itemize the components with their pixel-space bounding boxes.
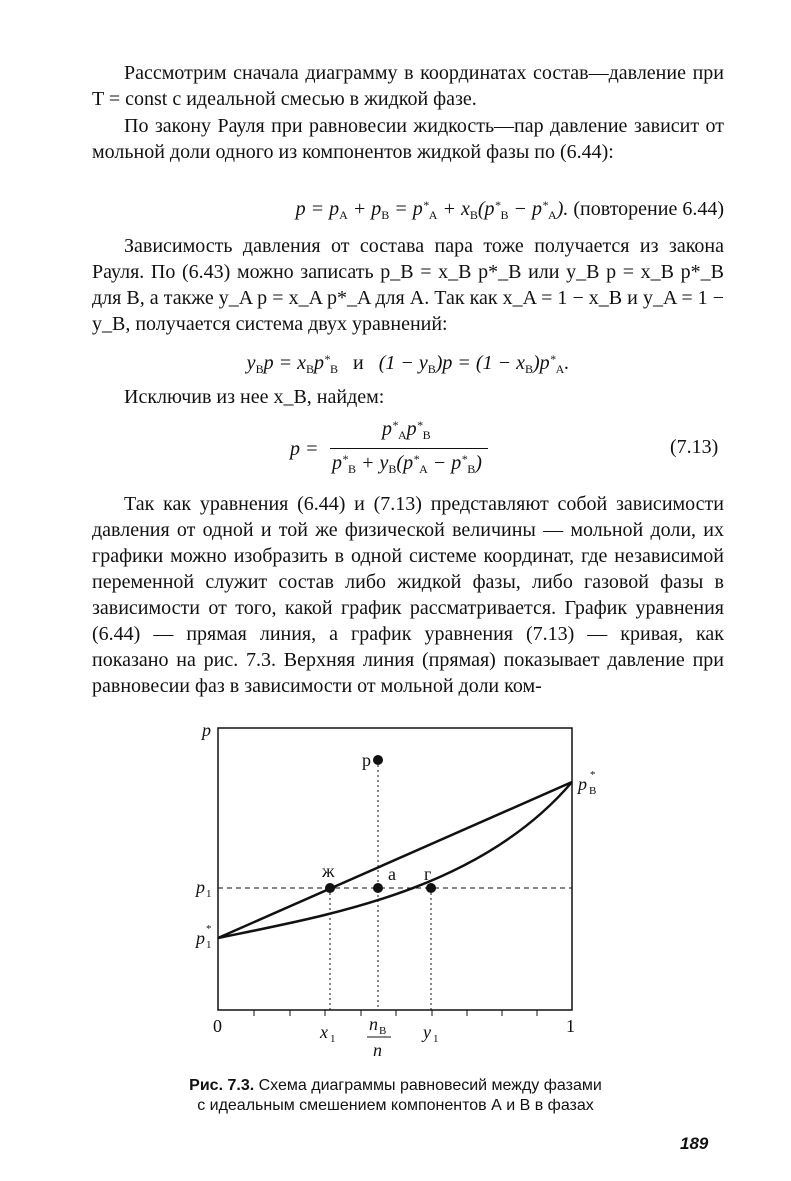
y-axis-label: p	[202, 720, 211, 740]
nB-label-sub: B	[379, 1025, 387, 1037]
equation-6-44-label: (повторение 6.44)	[573, 198, 724, 220]
paragraph-5-text: Так как уравнения (6.44) и (7.13) представляют собой зависимости давления от одной и той же физической величины — мольной доли, их графики можно изобразить в одной системе координат, где независимой переменной служит состав либо жидкой фазы, либо газовой фазы в зависимости от того, какой график рассматривается. График уравнения (6.44) — прямая линия, а график уравнения (7.13) — кривая, как показано на рис. 7.3. Верхняя линия (прямая) показывает давление при равновесии фаз в зависимости от мольной доли ком-	[92, 493, 724, 697]
page-number: 189	[680, 1134, 709, 1153]
x-tick-1: 1	[566, 1016, 575, 1036]
point-zh-marker	[325, 883, 335, 893]
equation-system: $y_Bp = x_Bp^*_B$ и $(1 - y_B)p = (1 - x_B)p^*_A$.	[246, 352, 570, 376]
point-p-label: p	[362, 750, 371, 770]
paragraph-5	[92, 491, 724, 699]
caption-line-2: с идеальным смешением компонентов А и В в фазах	[197, 1097, 594, 1114]
x-tick-0: 0	[213, 1016, 222, 1036]
paragraph-2-text: По закону Рауля при равновесии жидкость—пар давление зависит от мольной доли одного из компонентов жидкой фазы по (6.44):	[92, 115, 724, 163]
equation-7-13-number: (7.13)	[670, 436, 719, 458]
paragraph-4	[124, 386, 384, 409]
nB-label: n	[369, 1014, 378, 1034]
point-g-label: г	[424, 864, 432, 884]
n-label: n	[373, 1040, 382, 1060]
book-page: Рассмотрим сначала диаграмму в координатах состав—давление при T = const с идеальной смесью в жидкой фазе. По закону Рауля при равновесии жидкость—пар давление зависит от мольной доли одного из компонентов жидкой фазы по (6.44): $p = p_A + p_B = p^*_A + x_B(p^*_B - p^*_A)$. (повторение 6.44) Зависимость давления от состава пара тоже получается из закона Рауля. По (6.43) можно записать p_B = x_B p*_B или y_B p = x_B p*_B для B, а также y_A p = x_A p*_A для A. Так как x_A = 1 − x_B и y_A = 1 − y_B, получается система двух уравнений: $y_Bp = x_Bp^*_B$ и $(1 - y_B)p = (1 - x_B)p^*_A$. Исключив из нее x_B, найдем: p = $p^*_Ap^*_B$ $p^*_B + y_B(p^*_A - p^*_B)$ (7.13) Так как уравнения (6.44) и (7.13) представляют собой зависимости давления от одной и той же физической величины — мольной доли, их графики можно изобразить в одной системе координат, где независимой переменной служит состав либо жидкой фазы, либо газовой фазы в зависимости от того, какой график рассматривается. График уравнения (6.44) — прямая линия, а график уравнения (7.13) — кривая, как показано на рис. 7.3. Верхняя линия (прямая) показывает давление при равновесии фаз в зависимости от мольной доли ком- p ж а г p p 1 p * 1 p * B 0 1 x 1 y 1 n B n Рис. 7.3. Схема диаграммы равновесий между фазами с идеальным смешением компонентов А и В в фазах 189	[0, 0, 791, 1181]
pB-star-asterisk: *	[590, 769, 596, 781]
figure-caption	[60, 1076, 731, 1116]
pA-star-label-sub: 1	[206, 939, 212, 951]
p1-label-sub: 1	[206, 888, 212, 900]
point-g-marker	[426, 883, 436, 893]
paragraph-1	[92, 60, 724, 112]
pA-star-asterisk: *	[206, 923, 212, 935]
pB-star-label: p	[578, 774, 587, 794]
paragraph-3-text: Зависимость давления от состава пара тоже получается из закона Рауля. По (6.43) можно записать p_B = x_B p*_B или y_B p = x_B p*_B для B, а также y_A p = x_A p*_A для A. Так как x_A = 1 − x_B и y_A = 1 − y_B, получается система двух уравнений:	[92, 235, 724, 335]
point-p-marker	[373, 755, 383, 765]
point-a-marker	[373, 883, 383, 893]
phase-diagram-figure	[180, 710, 640, 1070]
x1-label-sub: 1	[330, 1033, 336, 1045]
paragraph-3	[92, 233, 724, 337]
y1-label: y	[423, 1022, 431, 1042]
x1-label: x	[320, 1022, 328, 1042]
equation-6-44: $p = p_A + p_B = p^*_A + x_B(p^*_B - p^*_A)$. (повторение 6.44)	[295, 198, 724, 222]
paragraph-4-text: Исключив из нее x_B, найдем:	[124, 386, 385, 408]
paragraph-1-text: Рассмотрим сначала диаграмму в координатах состав—давление при T = const с идеальной смесью в жидкой фазе.	[92, 62, 724, 110]
point-a-label: а	[388, 864, 396, 884]
p1-label: p	[196, 877, 205, 897]
equation-system-and: и	[352, 352, 364, 374]
paragraph-2	[92, 113, 724, 165]
caption-number: Рис. 7.3.	[189, 1077, 255, 1094]
pB-star-label-sub: B	[589, 785, 597, 797]
x-axis-ticks	[254, 1010, 537, 1016]
caption-line-1: Схема диаграммы равновесий между фазами	[258, 1077, 602, 1094]
y1-label-sub: 1	[433, 1033, 439, 1045]
liquid-line	[218, 782, 572, 938]
pA-star-label: p	[196, 928, 205, 948]
point-zh-label: ж	[322, 861, 335, 881]
